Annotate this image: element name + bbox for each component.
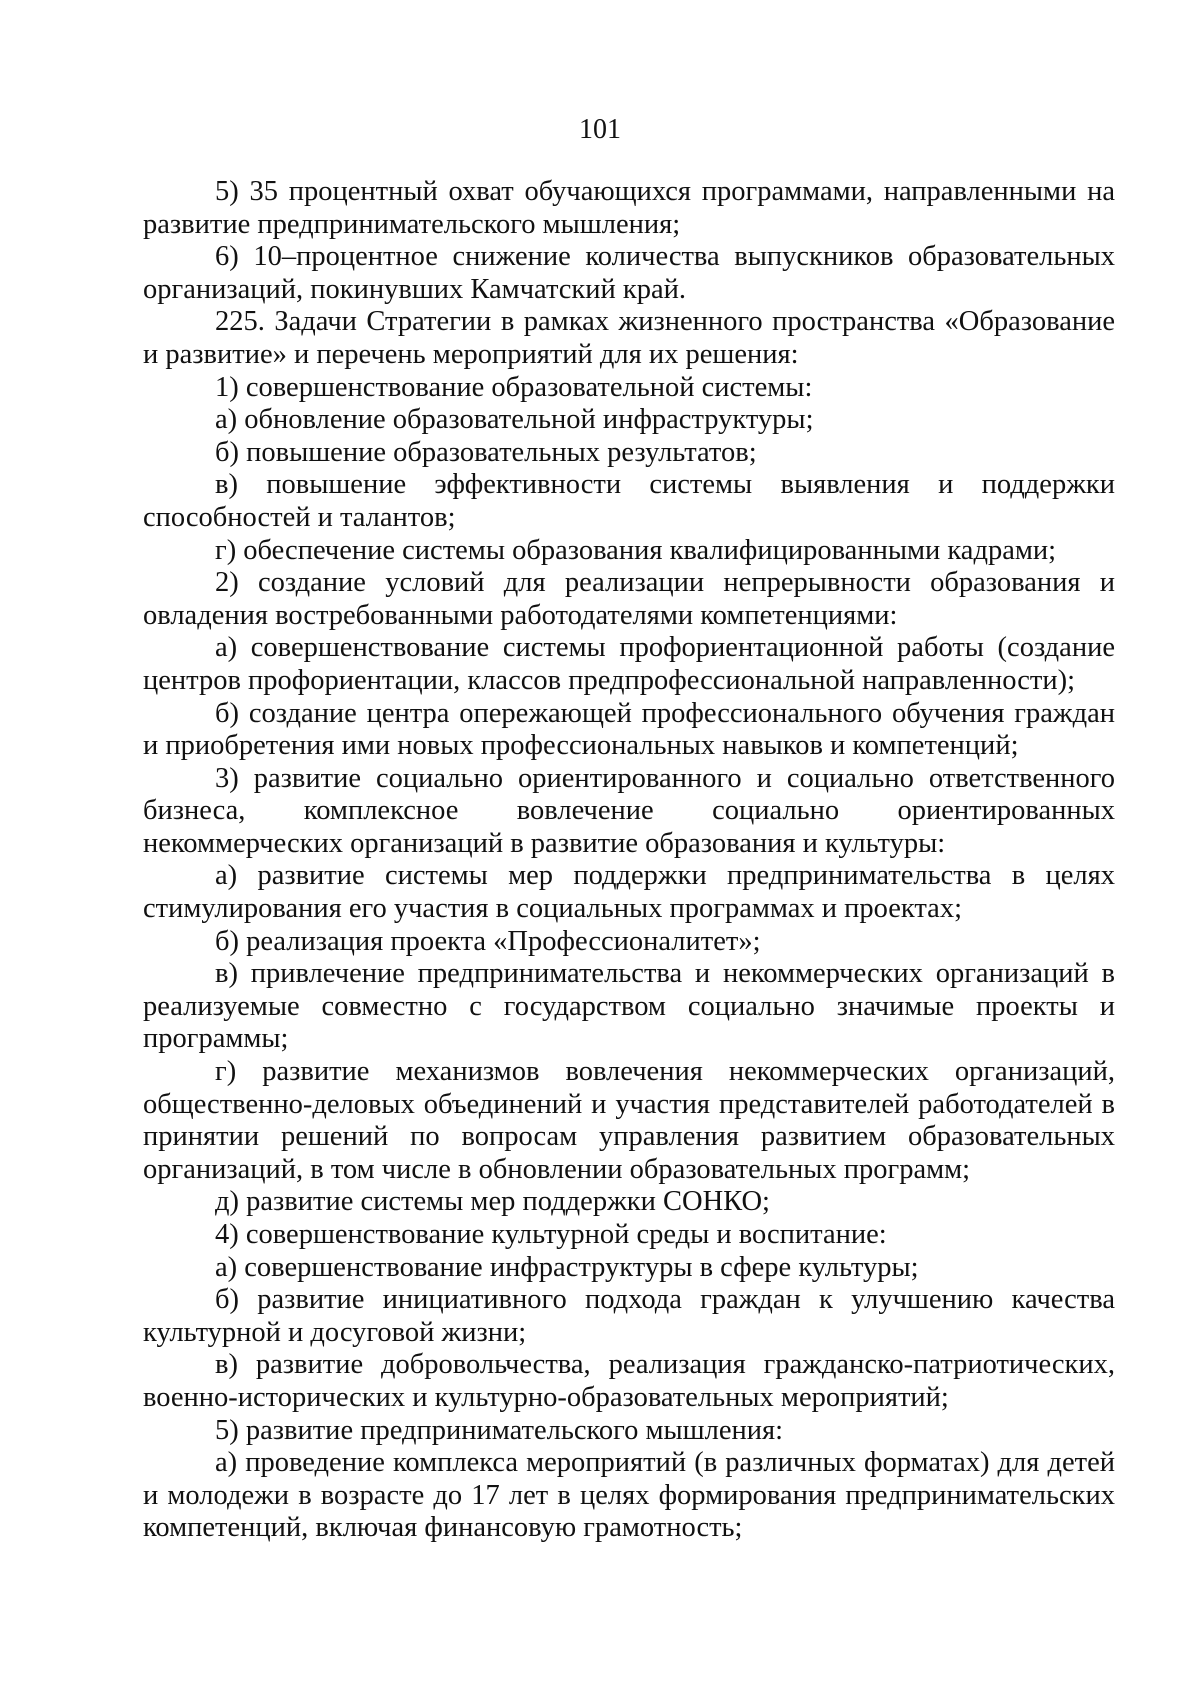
paragraph: а) развитие системы мер поддержки предпринимательства в целях стимулирования его участия в социальных программах и проектах; — [143, 860, 1115, 925]
paragraph: 4) совершенствование культурной среды и воспитание: — [215, 1219, 887, 1250]
paragraph: б) создание центра опережающей профессионального обучения граждан и приобретения ими новых профессиональных навыков и компетенций; — [143, 697, 1115, 762]
document-body — [143, 176, 1115, 1545]
paragraph: а) обновление образовательной инфраструктуры; — [215, 404, 814, 436]
paragraph: в) повышение эффективности системы выявления и поддержки способностей и талантов; — [143, 469, 1115, 533]
paragraph: 5) развитие предпринимательского мышления: — [215, 1414, 784, 1446]
paragraph: 6) 10–процентное снижение количества выпускников образовательных организаций, покинувших Камчатский край. — [143, 241, 1115, 305]
paragraph: б) повышение образовательных результатов; — [215, 436, 757, 468]
paragraph: а) совершенствование системы профориентационной работы (создание центров профориентации, классов предпрофессиональной направленности); — [143, 632, 1115, 696]
paragraph: в) развитие добровольчества, реализация гражданско-патриотических, военно-исторических и культурно-образовательных мероприятий; — [143, 1349, 1115, 1413]
paragraph: в) привлечение предпринимательства и некоммерческих организаций в реализуемые совместно с государством социально значимые проекты и программы; — [143, 958, 1115, 1055]
paragraph: д) развитие системы мер поддержки СОНКО; — [215, 1186, 770, 1218]
paragraph: а) совершенствование инфраструктуры в сфере культуры; — [215, 1251, 919, 1283]
paragraph: 3) развитие социально ориентированного и социально ответственного бизнеса, комплексное вовлечение социально ориентированных некоммерческих организаций в развитие образования и культуры: — [143, 762, 1115, 859]
paragraph: 1) совершенствование образовательной системы: — [215, 371, 813, 403]
paragraph: б) реализация проекта «Профессионалитет»; — [215, 925, 761, 957]
paragraph: а) проведение комплекса мероприятий (в различных форматах) для детей и молодежи в возрасте до 17 лет в целях формирования предпринимательских компетенций, включая финансовую грамотность; — [143, 1447, 1115, 1544]
paragraph: 225. Задачи Стратегии в рамках жизненного пространства «Образование и развитие» и перечень мероприятий для их решения: — [143, 306, 1115, 370]
page-number: 101 — [579, 114, 621, 145]
paragraph: 2) создание условий для реализации непрерывности образования и овладения востребованными работодателями компетенциями: — [143, 567, 1115, 631]
paragraph: г) развитие механизмов вовлечения некоммерческих организаций, общественно-деловых объединений и участия представителей работодателей в принятии решений по вопросам управления развитием образовательных организаций, в том числе в обновлении образовательных программ; — [143, 1056, 1115, 1185]
paragraph: г) обеспечение системы образования квалифицированными кадрами; — [215, 534, 1057, 566]
paragraph: б) развитие инициативного подхода граждан к улучшению качества культурной и досуговой жизни; — [143, 1284, 1115, 1348]
paragraph: 5) 35 процентный охват обучающихся программами, направленными на развитие предпринимательского мышления; — [143, 176, 1115, 240]
